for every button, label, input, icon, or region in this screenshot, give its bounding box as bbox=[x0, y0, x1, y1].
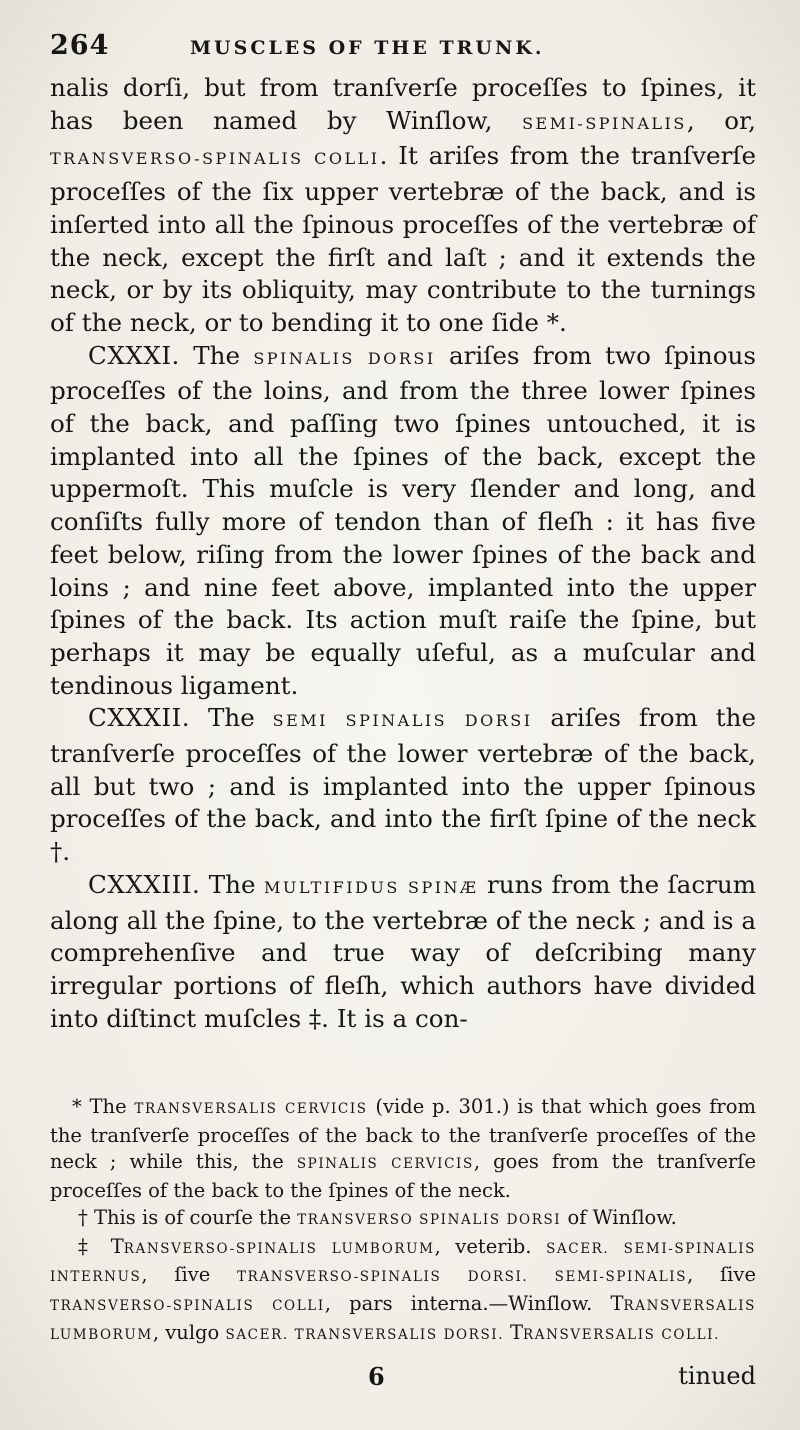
muscle-name: MULTIFIDUS SPINÆ bbox=[263, 877, 479, 897]
text-run: (vide p. 301.) is that which goes from the tranſverſe proceſſes of the back to the tranſverſe proceſſes of the neck ; while this, the bbox=[50, 1095, 756, 1174]
muscle-name: RANSVERSALIS LUMBORUM bbox=[50, 1297, 756, 1343]
signature-mark: 6 bbox=[368, 1362, 385, 1391]
body-text bbox=[50, 72, 756, 1035]
muscle-name: SACER. SEMI-SPINALIS INTERNUS bbox=[50, 1240, 756, 1286]
text-run: . It ariſes from the tranſverſe proceſſes of the ſix upper vertebræ of the back, and is inſerted into all the ſpinous proceſſes of the vertebræ of the neck, except the firſt and laſt ; and it extends the neck, or by its obliquity, may contribute to the turnings of the neck, or to bending it to one ſide *. bbox=[50, 141, 757, 337]
muscle-name: SACER. TRANSVERSALIS DORSI. bbox=[225, 1326, 511, 1343]
text-run: , goes from the tranſverſe proceſſes of the back to the ſpines of the neck. bbox=[50, 1150, 756, 1203]
text-run: † This is of courſe the bbox=[78, 1205, 298, 1229]
page-footer bbox=[50, 1362, 756, 1396]
text-run: nalis dorſi, but from tranſverſe proceſſes to ſpines, it has been named by Winſlow, bbox=[50, 73, 756, 135]
catchword: tinued bbox=[678, 1362, 756, 1390]
muscle-name: TRANSVERSO-SPINALIS DORSI. SEMI-SPINALIS bbox=[237, 1269, 688, 1286]
paragraph-cxxxiii bbox=[50, 869, 756, 1036]
muscle-name: TRANSVERSALIS CERVICIS bbox=[134, 1101, 368, 1117]
text-run: * The bbox=[72, 1095, 135, 1118]
muscle-name: RANSVERSO-SPINALIS LUMBORUM bbox=[123, 1240, 435, 1257]
text-run: The bbox=[190, 703, 273, 733]
page-number: 264 bbox=[50, 30, 110, 61]
muscle-name: TRANSVERSO-SPINALIS COLLI bbox=[50, 1297, 325, 1314]
text-run: T bbox=[510, 1320, 524, 1344]
paragraph-number: CXXXIII. bbox=[88, 869, 201, 899]
text-run: , ſive bbox=[687, 1263, 756, 1287]
muscle-name: SEMI-SPINALIS bbox=[522, 113, 687, 133]
muscle-name: TRANSVERSO SPINALIS DORSI bbox=[297, 1211, 562, 1228]
muscle-name: SPINALIS CERVICIS bbox=[296, 1156, 474, 1173]
paragraph-cxxxii bbox=[50, 702, 756, 869]
text-run: of Winſlow. bbox=[561, 1205, 677, 1229]
footnote-asterisk bbox=[50, 1094, 756, 1205]
footnote-double-dagger bbox=[50, 1234, 756, 1349]
paragraph-number: CXXXII. bbox=[88, 703, 191, 733]
text-run: The bbox=[200, 869, 264, 899]
text-run: , vulgo bbox=[152, 1320, 226, 1344]
footnote-dagger bbox=[50, 1205, 756, 1234]
paragraph-number: CXXXI. bbox=[88, 340, 180, 370]
text-run: ariſes from the tranſverſe proceſſes of the lower vertebræ of the back, all but two ; and is implanted into the upper ſpinous proceſſes of the back, and into the firſt ſpine of the neck †. bbox=[50, 703, 757, 867]
muscle-name: SPINALIS DORSI bbox=[253, 348, 436, 368]
footnotes bbox=[50, 1094, 756, 1348]
text-run: , ſive bbox=[141, 1263, 238, 1287]
text-run: , pars interna.—Winſlow. T bbox=[324, 1291, 624, 1315]
text-run: runs from the ſacrum along all the ſpine, to the vertebræ of the neck ; and is a comprehenſive and true way of deſcribing many irregular portions of fleſh, which authors have divided into diſtinct muſcles ‡. It is a con- bbox=[50, 869, 757, 1033]
page-header bbox=[50, 30, 756, 70]
paragraph-continued bbox=[50, 72, 756, 340]
muscle-name: SEMI SPINALIS DORSI bbox=[272, 711, 533, 731]
text-run: ‡ T bbox=[78, 1234, 124, 1258]
text-run: The bbox=[179, 340, 254, 370]
muscle-name: TRANSVERSO-SPINALIS COLLI bbox=[50, 149, 380, 169]
running-head: MUSCLES OF THE TRUNK. bbox=[190, 37, 545, 59]
text-run: ariſes from two ſpinous proceſſes of the loins, and from the three lower ſpines of the back, and paſſing two ſpines untouched, it is implanted into all the ſpines of the back, except the uppermoſt. This muſcle is very ſlender and long, and conſiſts fully more of tendon than of fleſh : it has five feet below, riſing from the lower ſpines of the back and loins ; and nine feet above, implanted into the upper ſpines of the back. Its action muſt raiſe the ſpine, but perhaps it may be equally uſeful, as a muſcular and tendinous ligament. bbox=[50, 340, 756, 700]
muscle-name: RANSVERSALIS COLLI. bbox=[523, 1326, 720, 1343]
text-run: , veterib. bbox=[434, 1234, 547, 1258]
text-run: , or, bbox=[686, 105, 756, 135]
paragraph-cxxxi bbox=[50, 340, 756, 703]
